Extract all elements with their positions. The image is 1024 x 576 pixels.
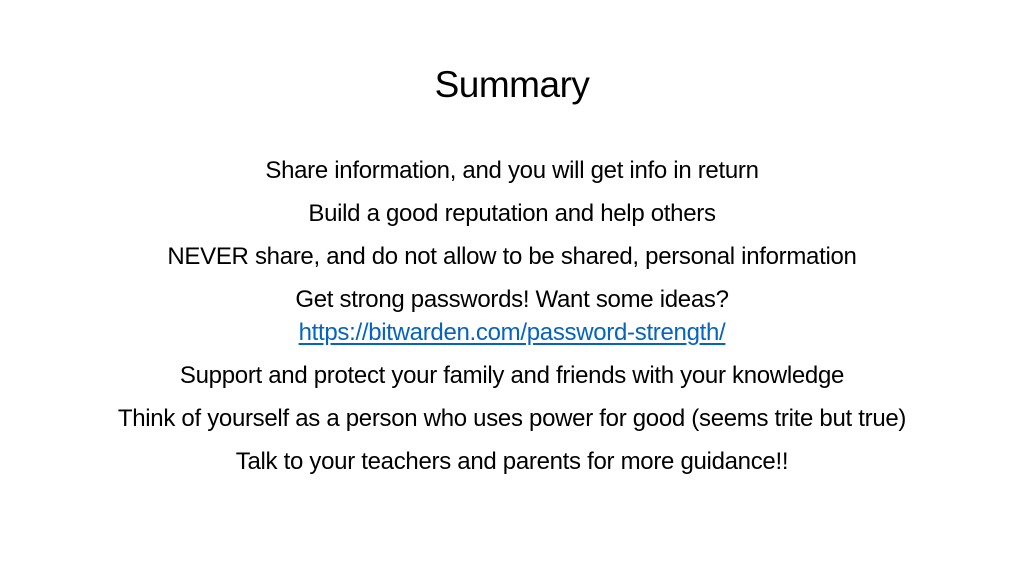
password-strength-link[interactable]: https://bitwarden.com/password-strength/ xyxy=(298,319,726,346)
summary-list xyxy=(72,154,952,488)
list-item-support-family: Support and protect your family and friends with your knowledge xyxy=(179,362,845,389)
passwords-text: Get strong passwords! Want some ideas? xyxy=(295,286,729,313)
list-item-never-share: NEVER share, and do not allow to be shared, personal information xyxy=(167,243,857,270)
slide-title: Summary xyxy=(434,64,590,105)
list-item-share-info: Share information, and you will get info in return xyxy=(265,157,759,184)
list-item-talk-to-teachers: Talk to your teachers and parents for more guidance!! xyxy=(235,448,789,475)
list-item-passwords xyxy=(72,283,952,349)
list-item-reputation: Build a good reputation and help others xyxy=(308,200,716,227)
list-item-power-for-good: Think of yourself as a person who uses power for good (seems trite but true) xyxy=(117,405,907,432)
